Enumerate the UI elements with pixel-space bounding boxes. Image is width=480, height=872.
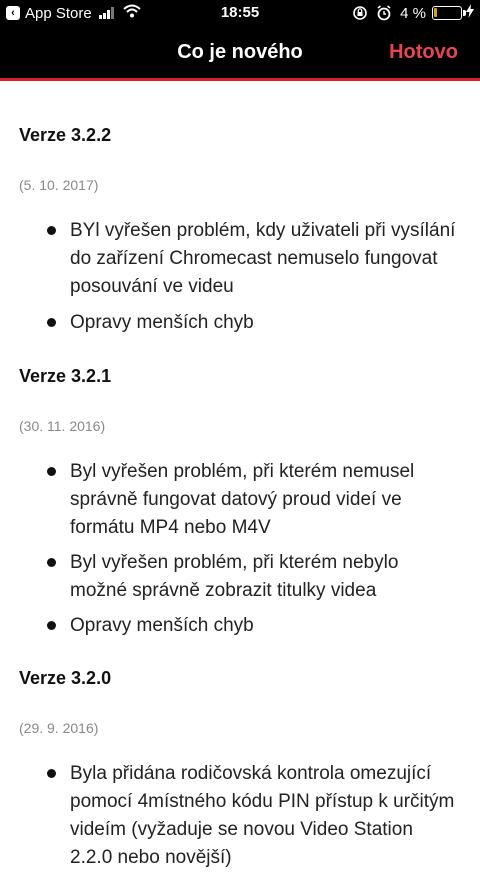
back-app-label[interactable]: App Store [25,4,92,22]
back-icon[interactable]: ‹ [6,6,20,20]
bullet-dot [47,769,56,778]
version-title: Verze 3.2.2 [19,125,112,145]
battery-percent: 4 % [400,4,426,22]
navigation-bar [0,28,480,78]
list-item: Byl vyřešen problém, při kterém nemusel správně fungovat datový proud videí ve formátu MP4 nebo M4V [70,461,415,538]
bullet-dot [47,467,56,476]
battery-fill [434,8,437,17]
bullet-dot [47,621,56,630]
list-item: BYl vyřešen problém, kdy uživateli při vysílání do zařízení Chromecast nemuselo fungovat posouvání ve videu [70,220,456,297]
alarm-icon [376,5,392,21]
status-time: 18:55 [220,4,260,21]
status-bar [0,0,480,28]
status-right [352,4,474,22]
list-item: Byl vyřešen problém, při kterém nebylo možné správně zobrazit titulky videa [70,552,399,601]
bullet-dot [47,226,56,235]
battery-icon [432,6,462,20]
page-title: Co je nového [177,41,303,63]
version-title: Verze 3.2.1 [19,366,112,386]
done-button[interactable]: Hotovo [389,41,458,63]
version-date: (5. 10. 2017) [19,177,99,193]
release-notes-list[interactable] [0,81,480,868]
list-item: Opravy menších chyb [70,615,254,636]
list-item: Byla přidána rodičovská kontrola omezující pomocí 4místného kódu PIN přístup k určitým videím (vyžaduje se novou Video Station 2.2.0 nebo novější) [70,763,455,868]
charging-icon [466,4,474,22]
orientation-lock-icon [352,5,368,21]
version-title: Verze 3.2.0 [19,668,112,688]
version-date: (30. 11. 2016) [19,418,106,434]
bullet-dot [47,318,56,327]
bullet-dot [47,558,56,567]
list-item: Opravy menších chyb [70,312,254,333]
version-date: (29. 9. 2016) [19,720,99,736]
